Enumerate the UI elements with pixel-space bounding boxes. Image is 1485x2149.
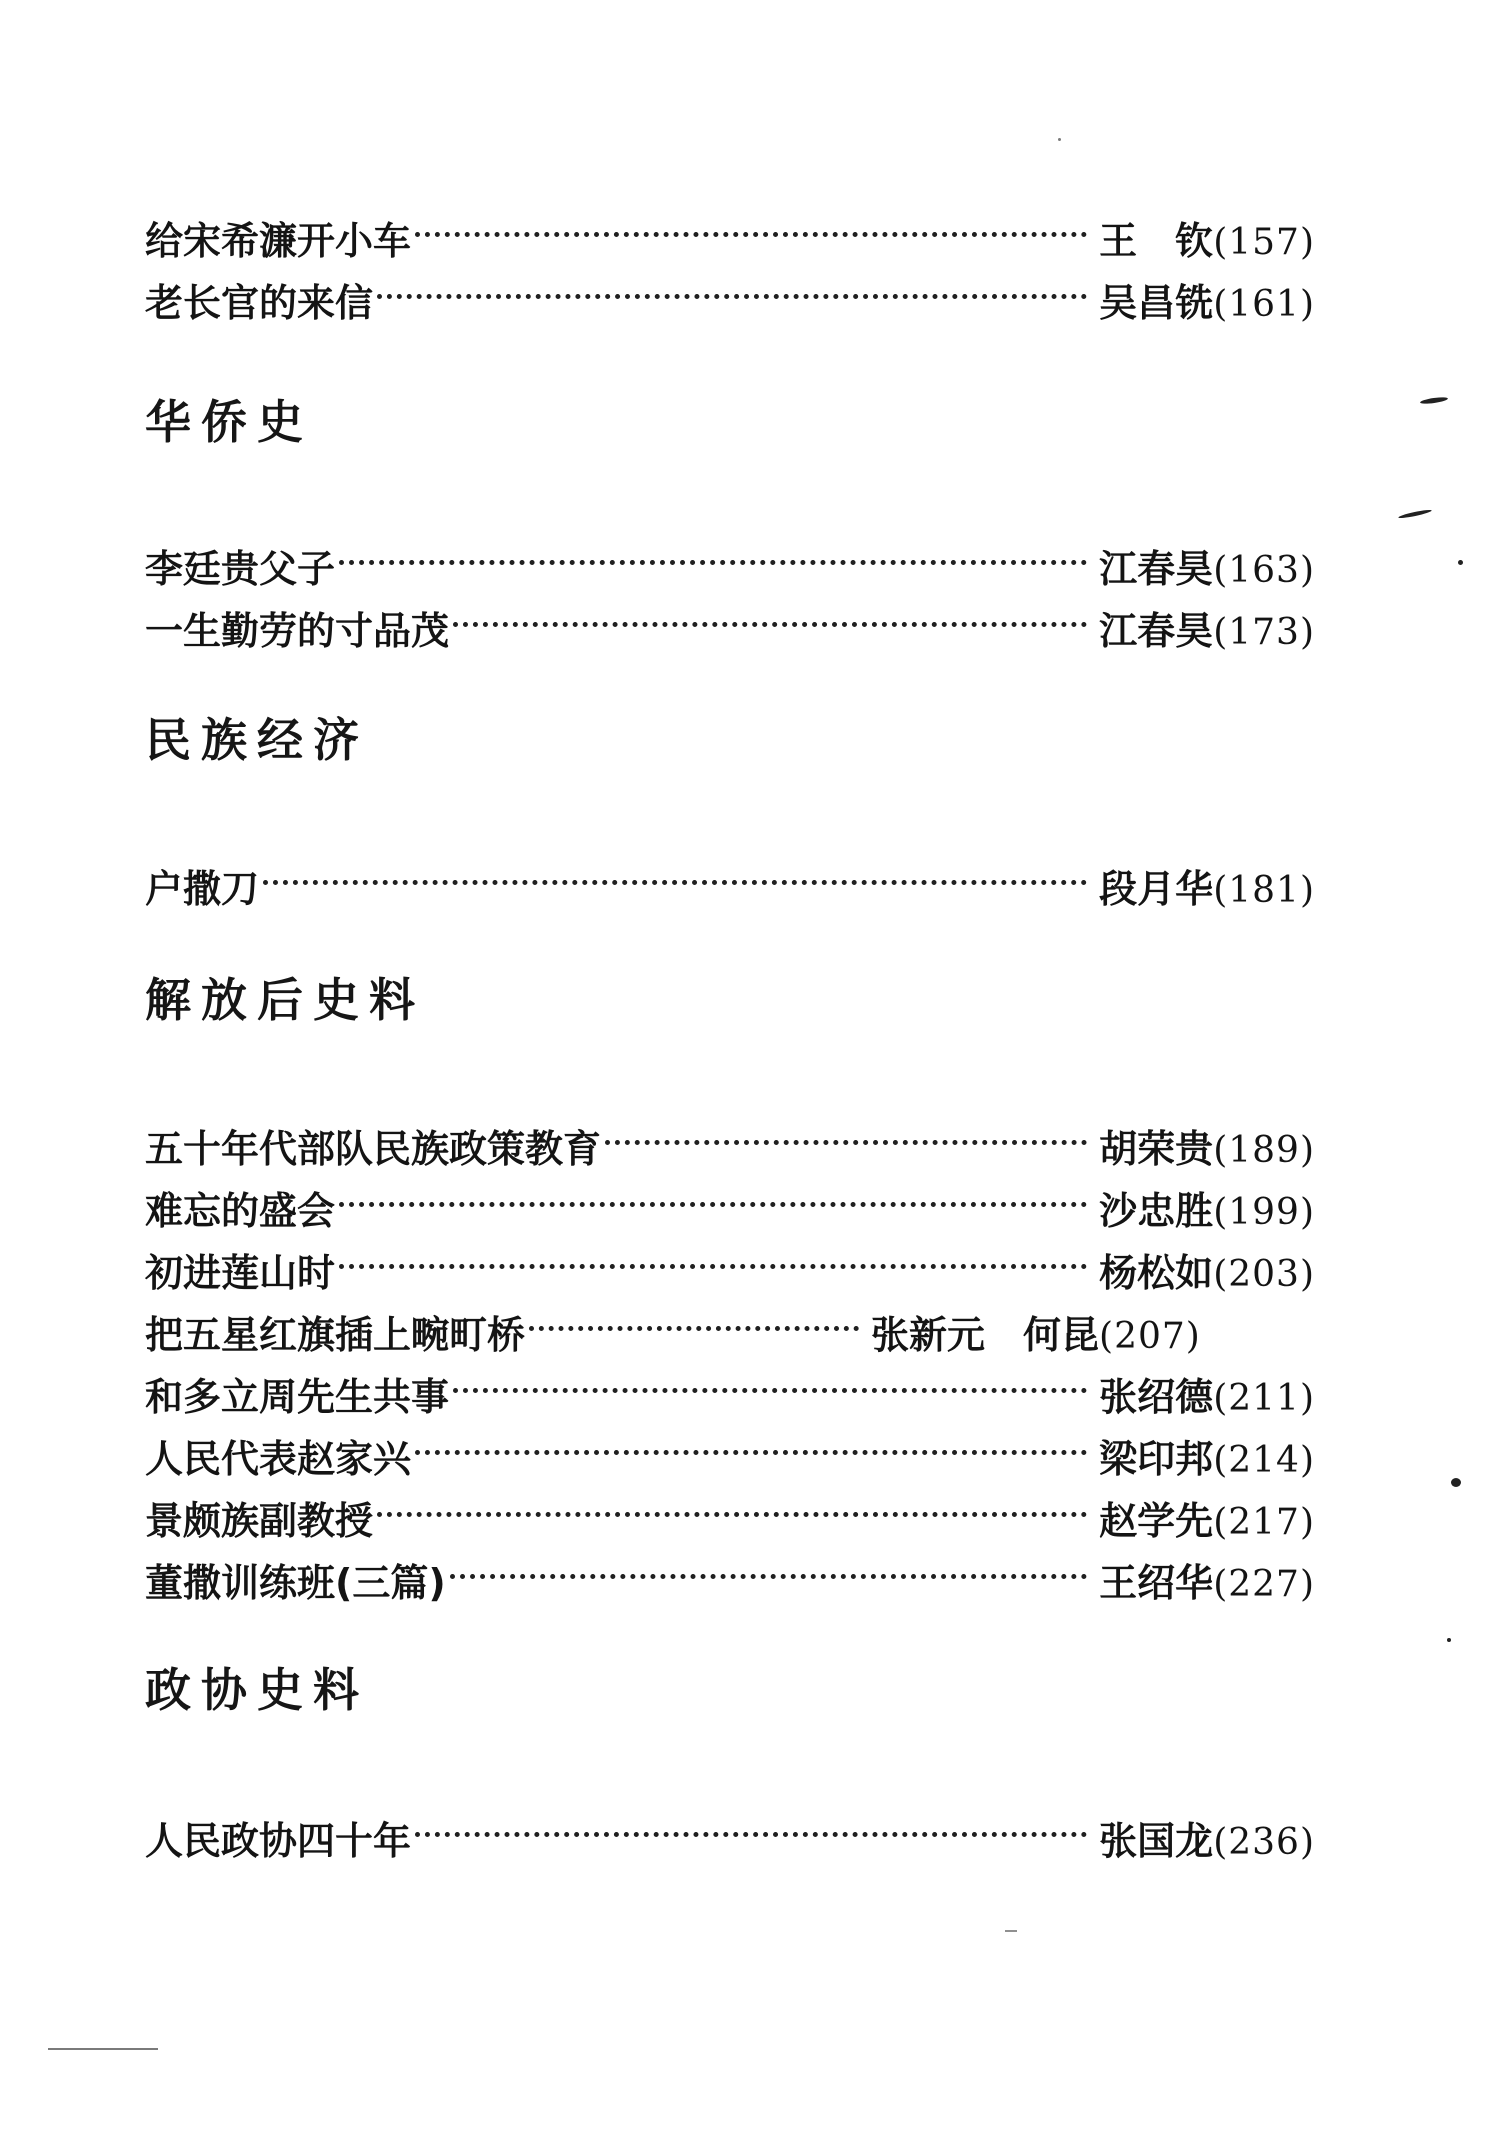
dot-leader bbox=[415, 192, 1087, 254]
toc-section-ethnic-economy bbox=[145, 710, 1315, 770]
toc-section-continued bbox=[145, 192, 1315, 325]
entry-title: 景颇族副教授 bbox=[145, 1499, 374, 1543]
entry-author: 赵学先 bbox=[1099, 1499, 1214, 1543]
entry-title: 人民代表赵家兴 bbox=[145, 1437, 412, 1481]
entry-page-number: (157) bbox=[1213, 222, 1315, 263]
scan-speck bbox=[1447, 1638, 1451, 1642]
dot-leader bbox=[263, 840, 1087, 902]
entry-title: 李廷贵父子 bbox=[145, 547, 336, 591]
toc-section-entries bbox=[145, 840, 1315, 911]
toc-entry[interactable] bbox=[145, 840, 1315, 911]
entry-page-number: (207) bbox=[1099, 1316, 1201, 1357]
entry-page-number: (217) bbox=[1213, 1502, 1315, 1543]
entry-title: 给宋希濂开小车 bbox=[145, 219, 412, 263]
entry-author: 段月华 bbox=[1099, 867, 1214, 911]
entry-title: 户撒刀 bbox=[145, 867, 260, 911]
dot-leader bbox=[339, 1224, 1087, 1286]
toc-section-entries bbox=[145, 520, 1315, 653]
dot-leader bbox=[339, 1162, 1087, 1224]
scan-speck bbox=[1458, 560, 1463, 565]
scan-speck bbox=[1005, 1930, 1017, 1932]
entry-author: 王绍华 bbox=[1099, 1561, 1214, 1605]
toc-entry[interactable] bbox=[145, 1100, 1315, 1171]
entry-title: 和多立周先生共事 bbox=[145, 1375, 450, 1419]
scan-speck bbox=[1451, 1478, 1461, 1487]
dot-leader bbox=[453, 1348, 1087, 1410]
scan-speck bbox=[48, 2048, 158, 2050]
scan-speck bbox=[1398, 509, 1432, 520]
toc-section-entries bbox=[145, 1792, 1315, 1863]
entry-page-number: (214) bbox=[1213, 1440, 1315, 1481]
entry-title: 人民政协四十年 bbox=[145, 1819, 412, 1863]
entry-title: 五十年代部队民族政策教育 bbox=[145, 1127, 602, 1171]
entry-author: 吴昌铣 bbox=[1099, 281, 1214, 325]
entry-page-number: (199) bbox=[1213, 1192, 1315, 1233]
toc-section-entries bbox=[145, 1100, 1315, 1605]
dot-leader bbox=[453, 582, 1087, 644]
entry-author: 江春昊 bbox=[1099, 609, 1214, 653]
section-heading: 民族经济 bbox=[145, 713, 369, 767]
entry-page-number: (163) bbox=[1213, 550, 1315, 591]
section-heading: 政协史料 bbox=[145, 1663, 369, 1717]
toc-entry[interactable] bbox=[145, 192, 1315, 263]
entry-page-number: (161) bbox=[1213, 284, 1315, 325]
entry-title: 董撒训练班(三篇) bbox=[145, 1561, 446, 1605]
toc-section-post-liberation-history bbox=[145, 970, 1315, 1030]
toc-entry[interactable] bbox=[145, 1792, 1315, 1863]
dot-leader bbox=[450, 1534, 1087, 1596]
dot-leader bbox=[605, 1100, 1087, 1162]
section-heading: 解放后史料 bbox=[145, 973, 425, 1027]
entry-author: 胡荣贵 bbox=[1099, 1127, 1214, 1171]
dot-leader bbox=[415, 1410, 1087, 1472]
entry-title: 一生勤劳的寸品茂 bbox=[145, 609, 450, 653]
entry-author: 杨松如 bbox=[1099, 1251, 1214, 1295]
dot-leader bbox=[377, 254, 1087, 316]
section-heading: 华侨史 bbox=[145, 395, 313, 449]
entry-title: 把五星红旗插上畹町桥 bbox=[145, 1313, 526, 1357]
entry-author: 江春昊 bbox=[1099, 547, 1214, 591]
toc-section-overseas-chinese-history bbox=[145, 392, 1315, 452]
entry-title: 老长官的来信 bbox=[145, 281, 374, 325]
dot-leader bbox=[529, 1286, 859, 1348]
toc-section-cppcc-history bbox=[145, 1660, 1315, 1720]
entry-author: 梁印邦 bbox=[1099, 1437, 1214, 1481]
toc-entry[interactable] bbox=[145, 520, 1315, 591]
entry-author: 张新元 何昆 bbox=[871, 1313, 1100, 1357]
scan-speck bbox=[1420, 396, 1448, 405]
entry-page-number: (173) bbox=[1213, 612, 1315, 653]
entry-page-number: (189) bbox=[1213, 1130, 1315, 1171]
entry-page-number: (181) bbox=[1213, 870, 1315, 911]
entry-author: 沙忠胜 bbox=[1099, 1189, 1214, 1233]
entry-page-number: (227) bbox=[1213, 1564, 1315, 1605]
entry-page-number: (236) bbox=[1213, 1822, 1315, 1863]
scan-speck bbox=[1058, 138, 1061, 141]
dot-leader bbox=[377, 1472, 1087, 1534]
entry-page-number: (211) bbox=[1213, 1378, 1315, 1419]
entry-author: 王 钦 bbox=[1099, 219, 1214, 263]
entry-author: 张国龙 bbox=[1099, 1819, 1214, 1863]
entry-author: 张绍德 bbox=[1099, 1375, 1214, 1419]
entry-title: 难忘的盛会 bbox=[145, 1189, 336, 1233]
dot-leader bbox=[415, 1792, 1087, 1854]
dot-leader bbox=[339, 520, 1087, 582]
entry-title: 初进莲山时 bbox=[145, 1251, 336, 1295]
entry-page-number: (203) bbox=[1213, 1254, 1315, 1295]
